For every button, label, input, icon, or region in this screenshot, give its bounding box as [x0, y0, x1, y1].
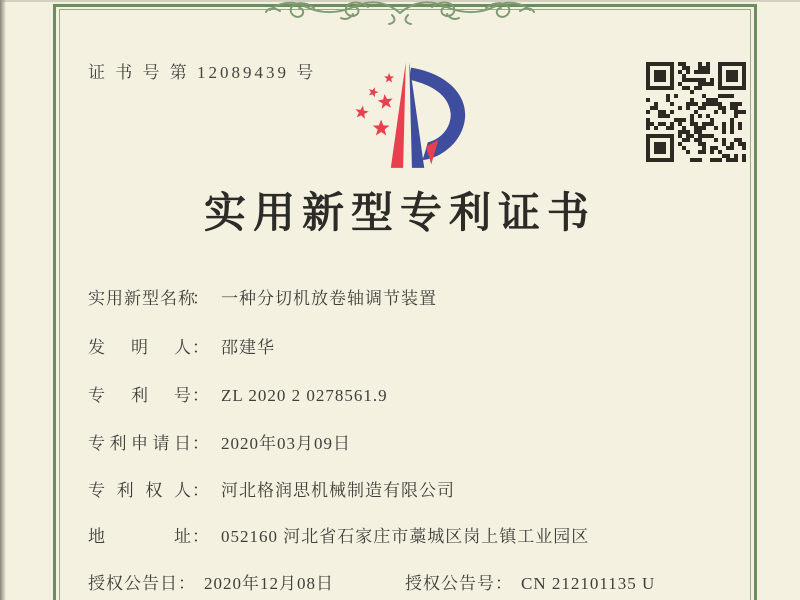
- field-value: 一种分切机放卷轴调节装置: [221, 289, 437, 308]
- certificate-number: 证 书 号 第 12089439 号: [88, 63, 317, 82]
- field-colon: ：: [178, 574, 196, 593]
- field-value: 052160 河北省石家庄市藁城区岗上镇工业园区: [221, 527, 590, 546]
- frame-border-right-inner: [750, 9, 751, 600]
- field-colon: ：: [192, 434, 210, 453]
- field-row-name: [88, 284, 437, 309]
- frame-border-left: [53, 4, 56, 600]
- grant-number-value: CN 212101135 U: [521, 574, 656, 593]
- field-row-inventor: [88, 333, 275, 358]
- field-row-address: [88, 522, 589, 547]
- field-colon: ：: [192, 289, 210, 308]
- field-label: 专利申请日: [88, 434, 192, 453]
- frame-border-right: [754, 4, 757, 600]
- logo-red-spike: [391, 62, 406, 168]
- page-title: 实用新型专利证书: [203, 191, 596, 237]
- field-label: 专利号: [88, 386, 192, 405]
- field-colon: ：: [192, 527, 210, 546]
- grant-date-label: 授权公告日: [88, 574, 178, 593]
- flourish-ornament-icon: [265, 0, 535, 31]
- field-value: 河北格润思机械制造有限公司: [221, 481, 455, 500]
- cnipa-logo-icon: [338, 56, 470, 181]
- field-colon: ：: [192, 386, 210, 405]
- field-label: 发明人: [88, 338, 192, 357]
- field-row-patentee: [88, 476, 455, 501]
- grant-number-row: [405, 569, 655, 594]
- field-label: 实用新型名称: [88, 289, 196, 308]
- field-colon: ：: [192, 338, 210, 357]
- frame-border-left-inner: [59, 9, 60, 600]
- qr-code: [646, 62, 746, 162]
- grant-date-row: [88, 569, 334, 594]
- field-colon: ：: [495, 574, 513, 593]
- grant-date-value: 2020年12月08日: [204, 574, 334, 593]
- field-row-filing-date: [88, 429, 351, 454]
- field-row-patent-number: [88, 381, 388, 406]
- field-colon: ：: [192, 481, 210, 500]
- field-value: 邵建华: [221, 338, 275, 357]
- field-label: 地址: [88, 527, 192, 546]
- scan-edge-shadow: [0, 0, 6, 600]
- field-value: ZL 2020 2 0278561.9: [221, 386, 388, 405]
- field-label: 专利权人: [88, 481, 192, 500]
- grant-number-label: 授权公告号: [405, 574, 495, 593]
- field-value: 2020年03月09日: [221, 434, 351, 453]
- logo-stars: [356, 73, 395, 136]
